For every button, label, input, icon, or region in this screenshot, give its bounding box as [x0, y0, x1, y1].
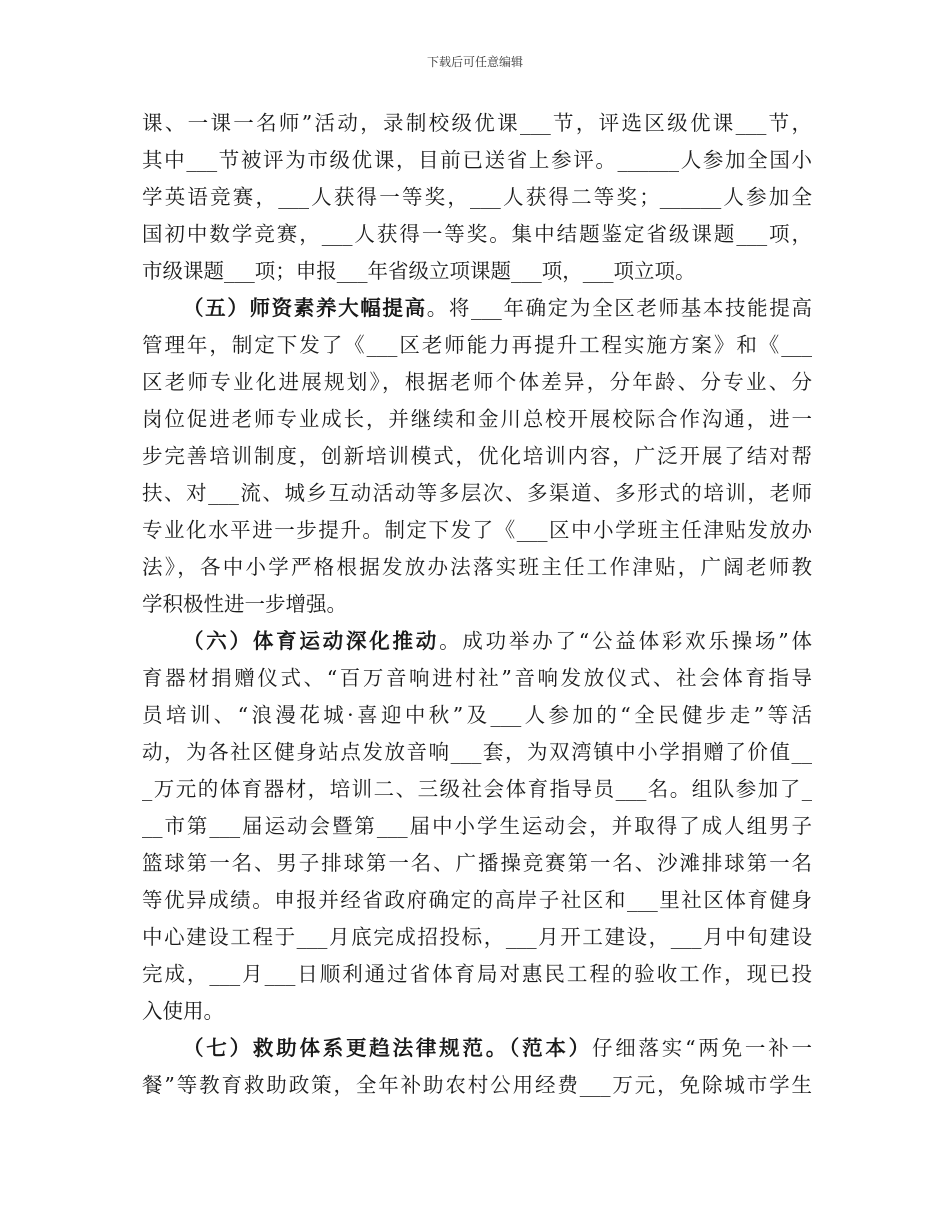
text-span: 管理年，制定下发了《___区老师能力再提升工程实施方案》和《___ [142, 333, 812, 357]
text-line [142, 512, 812, 549]
document-body [142, 105, 812, 1104]
text-span: 市级课题___项；申报___年省级立项课题___项，___项立项。 [142, 259, 696, 283]
text-line [142, 105, 812, 142]
page-header: 下载后可任意编辑 [426, 55, 523, 69]
text-line [142, 142, 812, 179]
section-heading-line [142, 290, 812, 327]
text-span: 课、一课一名师”活动，录制校级优课___节，评选区级优课___节， [142, 111, 812, 135]
text-span: 。成功举办了“公益体彩欢乐操场”体 [439, 629, 812, 653]
text-line [142, 586, 812, 623]
text-span: 中心建设工程于___月底完成招投标，___月开工建设，___月中旬建设 [142, 925, 812, 949]
text-line [142, 882, 812, 919]
text-span: 育器材捐赠仪式、“百万音响进村社”音响发放仪式、社会体育指导 [142, 666, 812, 690]
text-line [142, 475, 812, 512]
text-span: 步完善培训制度，创新培训模式，优化培训内容，广泛开展了结对帮 [142, 444, 812, 468]
text-span: 其中___节被评为市级优课，目前已送省上参评。______人参加全国小 [142, 148, 812, 172]
text-span: 国初中数学竞赛，___人获得一等奖。集中结题鉴定省级课题___项， [142, 222, 812, 246]
text-span: 餐”等教育救助政策，全年补助农村公用经费___万元，免除城市学生 [142, 1073, 812, 1097]
text-span: 学英语竞赛，___人获得一等奖，___人获得二等奖；______人参加全 [142, 185, 812, 209]
text-line [142, 438, 812, 475]
text-span: 。将___年确定为全区老师基本技能提高 [426, 296, 812, 320]
text-line [142, 734, 812, 771]
text-span: 扶、对___流、城乡互动活动等多层次、多渠道、多形式的培训，老师 [142, 481, 812, 505]
text-span: 员培训、“浪漫花城·喜迎中秋”及___人参加的“全民健步走”等活 [142, 703, 812, 727]
text-span: 学积极性进一步增强。 [142, 592, 347, 616]
text-span: 岗位促进老师专业成长，并继续和金川总校开展校际合作沟通，进一 [142, 407, 812, 431]
text-line [142, 845, 812, 882]
section-heading-line [142, 623, 812, 660]
text-span: __市第___届运动会暨第___届中小学生运动会，并取得了成人组男子 [142, 814, 812, 838]
section-heading: （七）救助体系更趋法律规范。（范本） [183, 1036, 592, 1060]
text-span: 动，为各社区健身站点发放音响___套，为双湾镇中小学捐赠了价值__ [142, 740, 812, 764]
text-line [142, 253, 812, 290]
text-span: 专业化水平进一步提升。制定下发了《___区中小学班主任津贴发放办 [142, 518, 812, 542]
text-line [142, 660, 812, 697]
text-line [142, 1067, 812, 1104]
text-line [142, 179, 812, 216]
text-span: 篮球第一名、男子排球第一名、广播操竞赛第一名、沙滩排球第一名 [142, 851, 812, 875]
text-line [142, 549, 812, 586]
text-span: 完成，___月___日顺利通过省体育局对惠民工程的验收工作，现已投 [142, 962, 812, 986]
text-line [142, 808, 812, 845]
text-line [142, 327, 812, 364]
text-line [142, 919, 812, 956]
text-span: 仔细落实“两免一补一 [591, 1036, 812, 1060]
text-span: 法》，各中小学严格根据发放办法落实班主任工作津贴，广阔老师教 [142, 555, 812, 579]
text-line [142, 697, 812, 734]
section-heading-line [142, 1030, 812, 1067]
text-span: _万元的体育器材，培训二、三级社会体育指导员___名。组队参加了_ [142, 777, 812, 801]
section-heading: （六）体育运动深化推动 [183, 629, 440, 653]
text-line [142, 771, 812, 808]
text-span: 等优异成绩。申报并经省政府确定的高岸子社区和___里社区体育健身 [142, 888, 812, 912]
text-line [142, 216, 812, 253]
section-heading: （五）师资素养大幅提高 [183, 296, 427, 320]
text-line [142, 993, 812, 1030]
text-span: 入使用。 [142, 999, 224, 1023]
text-line [142, 401, 812, 438]
text-span: 区老师专业化进展规划》，根据老师个体差异，分年龄、分专业、分 [142, 370, 812, 394]
text-line [142, 956, 812, 993]
text-line [142, 364, 812, 401]
